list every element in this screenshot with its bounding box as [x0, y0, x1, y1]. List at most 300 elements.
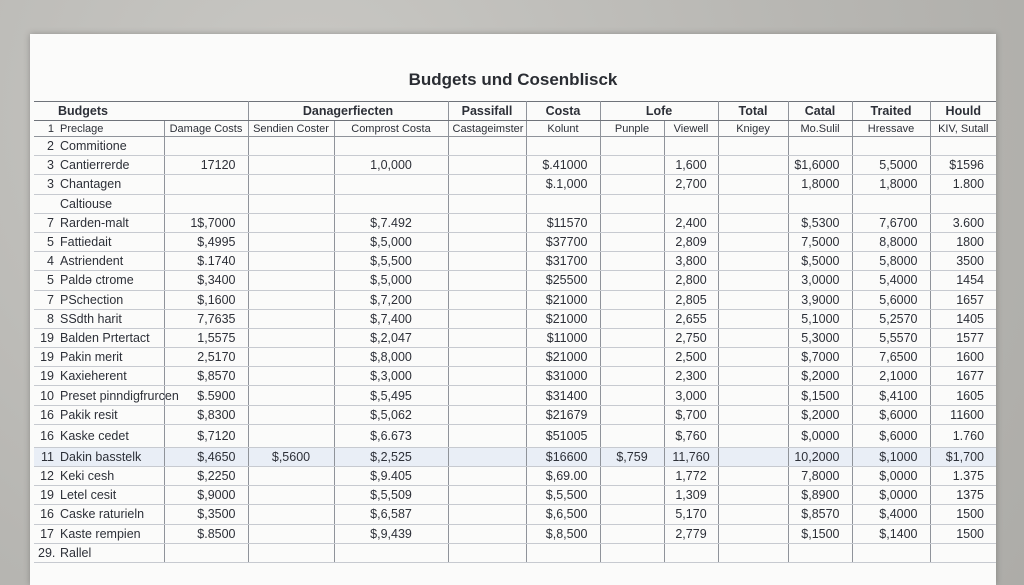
- table-cell: $37700: [526, 232, 600, 251]
- row-number: 7: [47, 215, 54, 230]
- document-sheet: [30, 34, 996, 585]
- table-cell: $,8300: [164, 405, 248, 424]
- table-cell: [600, 309, 664, 328]
- row-label-cell: [34, 309, 164, 328]
- row-label-cell: [34, 252, 164, 271]
- table-cell: [248, 405, 334, 424]
- table-cell: [448, 194, 526, 213]
- table-row: [34, 175, 996, 194]
- table-cell: [788, 543, 852, 562]
- row-number: 19: [40, 488, 54, 503]
- table-cell: [164, 175, 248, 194]
- table-cell: 5,4000: [852, 271, 930, 290]
- row-number: 29.: [38, 545, 56, 560]
- row-label: Pakik resit: [60, 407, 118, 422]
- table-cell: 3,9000: [788, 290, 852, 309]
- table-cell: [248, 290, 334, 309]
- table-cell: [600, 486, 664, 505]
- table-cell: 1,8000: [852, 175, 930, 194]
- row-label-cell: [34, 213, 164, 232]
- row-number: 10: [40, 388, 54, 403]
- table-cell: $31000: [526, 367, 600, 386]
- row-number: 3: [47, 158, 54, 173]
- header-hould: Hould: [930, 102, 996, 121]
- table-cell: $,5,500: [526, 486, 600, 505]
- subheader-cell: Knigey: [718, 121, 788, 137]
- table-cell: [248, 271, 334, 290]
- table-cell: $,759: [600, 447, 664, 466]
- header-passifall: Passifall: [448, 102, 526, 121]
- table-cell: [448, 447, 526, 466]
- table-cell: [600, 386, 664, 405]
- table-cell: $,5600: [248, 447, 334, 466]
- table-cell: [448, 213, 526, 232]
- table-cell: $,3500: [164, 505, 248, 524]
- table-cell: 2,1000: [852, 367, 930, 386]
- row-label: Paldə ctrome: [60, 273, 134, 288]
- table-row: [34, 386, 996, 405]
- table-cell: $21679: [526, 405, 600, 424]
- header-budgets: Budgets: [34, 102, 248, 121]
- row-label-cell: [34, 505, 164, 524]
- table-cell: [448, 405, 526, 424]
- table-row: [34, 213, 996, 232]
- table-cell: 11600: [930, 405, 996, 424]
- table-cell: [718, 213, 788, 232]
- table-cell: $1,6000: [788, 156, 852, 175]
- table-cell: [852, 137, 930, 156]
- subheader-cell: Comprost Costa: [334, 121, 448, 137]
- table-cell: [248, 424, 334, 447]
- table-cell: $21000: [526, 290, 600, 309]
- table-cell: 5,8000: [852, 252, 930, 271]
- table-row: [34, 328, 996, 347]
- row-label-cell: [34, 328, 164, 347]
- table-cell: 2,655: [664, 309, 718, 328]
- table-cell: $51005: [526, 424, 600, 447]
- table-cell: [248, 232, 334, 251]
- table-cell: $,6,587: [334, 505, 448, 524]
- table-cell: $,9000: [164, 486, 248, 505]
- table-cell: $,1000: [852, 447, 930, 466]
- table-cell: [248, 194, 334, 213]
- table-cell: $,5,062: [334, 405, 448, 424]
- table-row: [34, 524, 996, 543]
- row-number: 12: [40, 469, 54, 484]
- table-cell: 1375: [930, 486, 996, 505]
- row-label-cell: [34, 405, 164, 424]
- table-cell: [664, 137, 718, 156]
- table-cell: 5,5000: [852, 156, 930, 175]
- row-label-cell: [34, 447, 164, 466]
- table-cell: 2,500: [664, 348, 718, 367]
- table-cell: 7,7635: [164, 309, 248, 328]
- table-cell: 1405: [930, 309, 996, 328]
- table-cell: $1596: [930, 156, 996, 175]
- table-cell: $,1600: [164, 290, 248, 309]
- table-cell: $,1500: [788, 386, 852, 405]
- table-cell: [448, 175, 526, 194]
- row-label: Caltiouse: [60, 196, 113, 211]
- table-cell: [334, 194, 448, 213]
- table-cell: 1$,7000: [164, 213, 248, 232]
- table-cell: $,5,000: [334, 271, 448, 290]
- table-cell: 2,779: [664, 524, 718, 543]
- table-cell: $,3400: [164, 271, 248, 290]
- table-cell: $,4995: [164, 232, 248, 251]
- table-row: [34, 290, 996, 309]
- table-cell: $,5,495: [334, 386, 448, 405]
- table-cell: [930, 137, 996, 156]
- table-cell: [248, 486, 334, 505]
- table-row: [34, 271, 996, 290]
- subheader-row: [34, 121, 996, 137]
- table-cell: $,8900: [788, 486, 852, 505]
- table-cell: [600, 156, 664, 175]
- table-cell: $,5000: [788, 252, 852, 271]
- row-label: Balden Prtertact: [60, 330, 150, 345]
- row-label: Commitione: [60, 139, 127, 154]
- table-row: [34, 309, 996, 328]
- table-cell: 3,0000: [788, 271, 852, 290]
- table-cell: [718, 271, 788, 290]
- table-cell: [600, 524, 664, 543]
- row-number: 19: [40, 369, 54, 384]
- table-cell: [600, 290, 664, 309]
- subheader-cell: Punple: [600, 121, 664, 137]
- row-label: Caske raturieln: [60, 507, 145, 522]
- subheader-cell: Castageimster: [448, 121, 526, 137]
- table-cell: [600, 424, 664, 447]
- table-cell: [448, 156, 526, 175]
- row-label-cell: [34, 194, 164, 213]
- row-label: PSchection: [60, 292, 124, 307]
- table-cell: 5,6000: [852, 290, 930, 309]
- table-row: [34, 137, 996, 156]
- row-number: 7: [47, 292, 54, 307]
- table-cell: $.1,000: [526, 175, 600, 194]
- table-cell: $,0000: [788, 424, 852, 447]
- table-cell: $,8,500: [526, 524, 600, 543]
- table-cell: 5,2570: [852, 309, 930, 328]
- table-cell: $,5,500: [334, 252, 448, 271]
- row-label-cell: [34, 156, 164, 175]
- table-cell: [852, 194, 930, 213]
- header-costa: Costa: [526, 102, 600, 121]
- row-label-cell: [34, 543, 164, 562]
- table-cell: [718, 252, 788, 271]
- table-cell: 7,6700: [852, 213, 930, 232]
- table-cell: $,2,525: [334, 447, 448, 466]
- table-row: [34, 505, 996, 524]
- table-cell: 1,600: [664, 156, 718, 175]
- table-cell: $,2000: [788, 405, 852, 424]
- table-cell: 11,760: [664, 447, 718, 466]
- table-row: [34, 367, 996, 386]
- table-cell: 3,000: [664, 386, 718, 405]
- table-cell: 2,400: [664, 213, 718, 232]
- table-cell: [448, 386, 526, 405]
- row-label-cell: [34, 290, 164, 309]
- table-cell: 2,700: [664, 175, 718, 194]
- table-cell: [448, 424, 526, 447]
- table-cell: [248, 367, 334, 386]
- table-cell: 5,170: [664, 505, 718, 524]
- row-number: 19: [40, 350, 54, 365]
- table-cell: 3.600: [930, 213, 996, 232]
- table-cell: [600, 271, 664, 290]
- table-cell: $,2000: [788, 367, 852, 386]
- table-cell: $1,700: [930, 447, 996, 466]
- table-cell: $,5300: [788, 213, 852, 232]
- table-cell: [718, 524, 788, 543]
- row-label-cell: [34, 175, 164, 194]
- table-cell: [664, 194, 718, 213]
- table-cell: [448, 524, 526, 543]
- table-cell: [334, 175, 448, 194]
- subheader-cell: Kolunt: [526, 121, 600, 137]
- row-label: Dakin basstelk: [60, 449, 142, 464]
- row-label-cell: [34, 386, 179, 405]
- subheader-cell: Sendien Coster: [248, 121, 334, 137]
- table-cell: [526, 543, 600, 562]
- table-cell: 5,1000: [788, 309, 852, 328]
- table-cell: [718, 175, 788, 194]
- table-cell: $25500: [526, 271, 600, 290]
- table-cell: 10,2000: [788, 447, 852, 466]
- table-cell: [718, 348, 788, 367]
- table-cell: [248, 524, 334, 543]
- table-cell: $31700: [526, 252, 600, 271]
- table-cell: 2,750: [664, 328, 718, 347]
- table-cell: $11000: [526, 328, 600, 347]
- header-danagerfiecten: Danagerfiecten: [248, 102, 448, 121]
- table-cell: $21000: [526, 309, 600, 328]
- table-cell: [600, 232, 664, 251]
- row-number: 5: [47, 235, 54, 250]
- table-cell: [718, 367, 788, 386]
- header-row: [34, 102, 996, 121]
- table-cell: $,6.673: [334, 424, 448, 447]
- table-cell: [600, 252, 664, 271]
- table-row: [34, 424, 996, 447]
- table-cell: [664, 543, 718, 562]
- table-cell: [334, 543, 448, 562]
- table-cell: [718, 290, 788, 309]
- table-cell: $,7,200: [334, 290, 448, 309]
- table-cell: [248, 252, 334, 271]
- table-cell: [600, 348, 664, 367]
- table-cell: [718, 543, 788, 562]
- table-cell: 1.800: [930, 175, 996, 194]
- table-cell: [334, 137, 448, 156]
- table-row: [34, 348, 996, 367]
- table-cell: $,3,000: [334, 367, 448, 386]
- table-cell: [718, 467, 788, 486]
- row-number: 19: [40, 330, 54, 345]
- table-cell: $11570: [526, 213, 600, 232]
- table-cell: 1,5575: [164, 328, 248, 347]
- row-number: 5: [47, 273, 54, 288]
- table-cell: 7,6500: [852, 348, 930, 367]
- row-label-cell: [34, 271, 164, 290]
- table-body: [34, 121, 996, 563]
- row-number: 2: [47, 139, 54, 154]
- table-cell: [164, 137, 248, 156]
- table-cell: [852, 543, 930, 562]
- row-label: Kaske cedet: [60, 428, 129, 443]
- table-cell: 1.375: [930, 467, 996, 486]
- table-cell: 7,5000: [788, 232, 852, 251]
- table-cell: $,7000: [788, 348, 852, 367]
- table-cell: $,4000: [852, 505, 930, 524]
- table-cell: $,0000: [852, 486, 930, 505]
- row-label: Kaste rempien: [60, 526, 141, 541]
- table-cell: 2,800: [664, 271, 718, 290]
- table-cell: [448, 348, 526, 367]
- row-label: Fattiedait: [60, 235, 112, 250]
- row-number: 16: [40, 428, 54, 443]
- row-label-cell: [34, 424, 164, 447]
- table-cell: 7,8000: [788, 467, 852, 486]
- table-cell: [448, 137, 526, 156]
- table-cell: 1605: [930, 386, 996, 405]
- table-cell: [448, 252, 526, 271]
- table-cell: [600, 194, 664, 213]
- table-cell: [448, 328, 526, 347]
- subheader-cell: Hressave: [852, 121, 930, 137]
- row-number: 16: [40, 407, 54, 422]
- table-cell: [248, 467, 334, 486]
- table-cell: $.1740: [164, 252, 248, 271]
- table-cell: 1,772: [664, 467, 718, 486]
- table-row: [34, 467, 996, 486]
- table-cell: $,4650: [164, 447, 248, 466]
- table-row: [34, 252, 996, 271]
- subheader-cell: Damage Costs: [164, 121, 248, 137]
- table-cell: 1.760: [930, 424, 996, 447]
- table-cell: $,5,000: [334, 232, 448, 251]
- table-cell: [718, 405, 788, 424]
- table-cell: 1577: [930, 328, 996, 347]
- table-cell: $,8570: [164, 367, 248, 386]
- row-number: 3: [47, 177, 54, 192]
- table-cell: [600, 467, 664, 486]
- row-label: Kaxieherent: [60, 369, 127, 384]
- table-cell: [788, 194, 852, 213]
- table-cell: 1657: [930, 290, 996, 309]
- table-cell: [600, 543, 664, 562]
- table-cell: [718, 232, 788, 251]
- table-cell: $,6,500: [526, 505, 600, 524]
- table-cell: $,2,047: [334, 328, 448, 347]
- table-cell: [248, 328, 334, 347]
- table-cell: $16600: [526, 447, 600, 466]
- table-cell: [248, 213, 334, 232]
- table-cell: $.8500: [164, 524, 248, 543]
- table-cell: [718, 137, 788, 156]
- table-cell: [526, 137, 600, 156]
- row-label-cell: [34, 348, 164, 367]
- table-cell: $31400: [526, 386, 600, 405]
- table-cell: 3500: [930, 252, 996, 271]
- table-cell: [448, 505, 526, 524]
- header-catal: Catal: [788, 102, 852, 121]
- table-cell: $,9,439: [334, 524, 448, 543]
- subheader-cell: Mo.Sulil: [788, 121, 852, 137]
- row-label-cell: [34, 367, 164, 386]
- table-cell: [600, 328, 664, 347]
- subheader-cell: Viewell: [664, 121, 718, 137]
- row-label: Pakin merit: [60, 350, 123, 365]
- table-cell: $,4100: [852, 386, 930, 405]
- table-cell: 1500: [930, 524, 996, 543]
- subheader-cell: KIV, Sutall: [930, 121, 996, 137]
- document-title: Budgets und Cosenblisck: [408, 70, 618, 89]
- table-cell: [164, 543, 248, 562]
- table-cell: [164, 194, 248, 213]
- header-traited: Traited: [852, 102, 930, 121]
- table-cell: $,6000: [852, 405, 930, 424]
- table-cell: [718, 386, 788, 405]
- table-cell: 2,300: [664, 367, 718, 386]
- row-label: Keki cesh: [60, 469, 115, 484]
- table-cell: $.41000: [526, 156, 600, 175]
- table-cell: $,0000: [852, 467, 930, 486]
- table-cell: 5,3000: [788, 328, 852, 347]
- header-total: Total: [718, 102, 788, 121]
- table-cell: $,2250: [164, 467, 248, 486]
- table-cell: 2,809: [664, 232, 718, 251]
- row-label-cell: [34, 524, 164, 543]
- table-cell: [600, 367, 664, 386]
- table-cell: $.5900: [164, 386, 248, 405]
- table-cell: [718, 424, 788, 447]
- table-cell: 1,0,000: [334, 156, 448, 175]
- table-cell: 1,8000: [788, 175, 852, 194]
- table-cell: 1454: [930, 271, 996, 290]
- table-cell: [248, 348, 334, 367]
- row-label-cell: [34, 232, 164, 251]
- table-cell: [718, 486, 788, 505]
- subheader-cell: 1 Preclage: [34, 121, 164, 137]
- row-label: Letel cesit: [60, 488, 117, 503]
- table-row: [34, 156, 996, 175]
- table-cell: [248, 505, 334, 524]
- table-cell: [930, 543, 996, 562]
- row-label: Cantierrerde: [60, 158, 130, 173]
- table-cell: [600, 175, 664, 194]
- table-cell: [448, 367, 526, 386]
- table-cell: [526, 194, 600, 213]
- table-cell: $,6000: [852, 424, 930, 447]
- table-cell: [248, 175, 334, 194]
- table-cell: 1600: [930, 348, 996, 367]
- row-label-cell: [34, 137, 164, 156]
- table-cell: $,1400: [852, 524, 930, 543]
- table-row: [34, 486, 996, 505]
- table-cell: 2,5170: [164, 348, 248, 367]
- row-label-cell: [34, 486, 164, 505]
- table-cell: $21000: [526, 348, 600, 367]
- table-cell: [930, 194, 996, 213]
- table-cell: [448, 309, 526, 328]
- table-cell: $,8570: [788, 505, 852, 524]
- table-cell: $,1500: [788, 524, 852, 543]
- table-cell: [718, 447, 788, 466]
- table-cell: [718, 328, 788, 347]
- row-number: 8: [47, 311, 54, 326]
